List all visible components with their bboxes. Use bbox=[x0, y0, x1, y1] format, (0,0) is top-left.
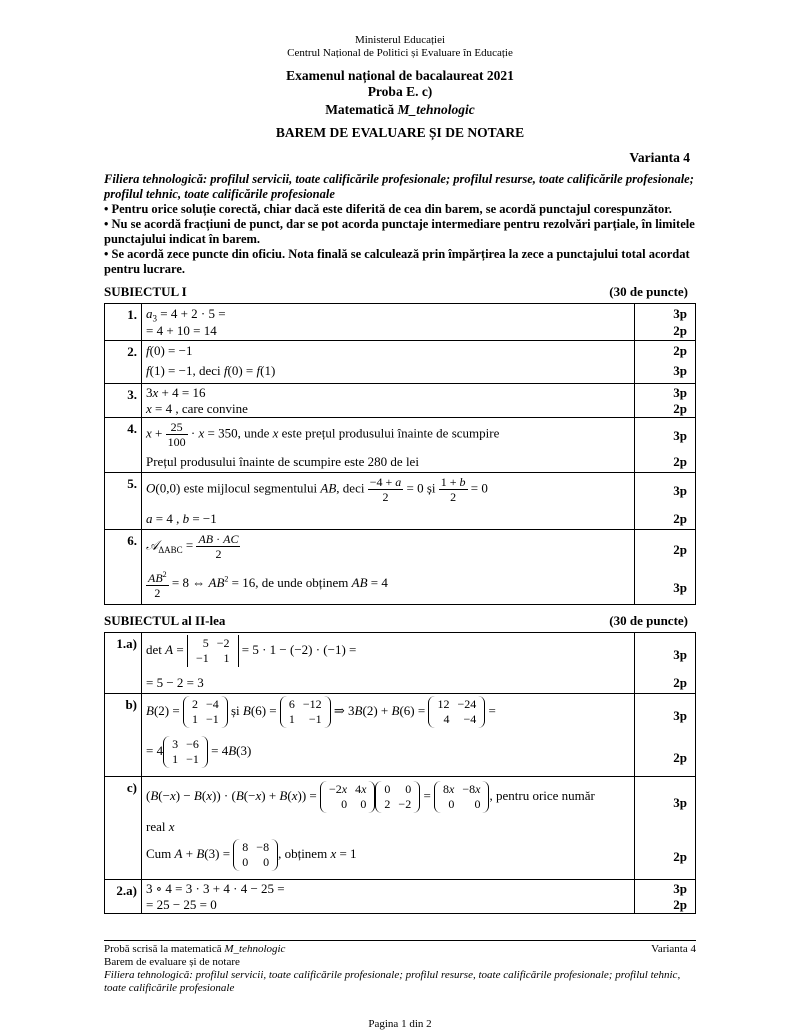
item-number: 6. bbox=[105, 530, 142, 605]
score: 2p bbox=[673, 849, 687, 864]
varianta-label: Varianta 4 bbox=[629, 150, 690, 165]
score: 3p bbox=[673, 795, 687, 810]
item-number: 1.a) bbox=[105, 633, 142, 694]
footer-profile: M_tehnologic bbox=[224, 943, 286, 955]
item-number: 1. bbox=[105, 304, 142, 341]
formula-line: O(0,0) este mijlocul segmentului AB, deci $\frac{-4 + a}{2}$ = 0 și $\frac{1 + b}{2}$ = 0 bbox=[146, 475, 488, 504]
score: 2p bbox=[673, 675, 687, 690]
score: 2p bbox=[673, 511, 687, 526]
page-footer bbox=[104, 940, 696, 995]
score: 3p bbox=[673, 428, 687, 443]
formula-line: = 4 + 10 = 14 bbox=[146, 323, 217, 338]
item-number: c) bbox=[105, 777, 142, 880]
item-number: 3. bbox=[105, 384, 142, 418]
table-row bbox=[105, 304, 696, 341]
score: 3p bbox=[673, 647, 687, 662]
table-row bbox=[105, 777, 696, 880]
formula-line: $a_3 = 4 + 2 \cdot 5$ = bbox=[146, 306, 226, 324]
formula-line: (B(−x) − B(x)) · (B(−x) + B(x)) = −2x 4x 0 0 0 0 2 −2 = 8x −8x 0 0 , pentru orice număr bbox=[146, 782, 595, 811]
table-row bbox=[105, 384, 696, 418]
item-number: b) bbox=[105, 694, 142, 777]
proba-title: Proba E. c) bbox=[367, 84, 433, 99]
table-row bbox=[105, 633, 696, 694]
footer-exam: Probă scrisă la matematică bbox=[104, 943, 225, 955]
score: 3p bbox=[673, 306, 687, 321]
subiect2-points: (30 de puncte) bbox=[609, 613, 688, 628]
item-number: 4. bbox=[105, 418, 142, 473]
score: 2p bbox=[673, 454, 687, 469]
subiect1-title: SUBIECTUL I bbox=[104, 284, 187, 299]
table-row bbox=[105, 341, 696, 384]
subiect2-heading bbox=[104, 613, 688, 629]
score: 2p bbox=[673, 750, 687, 765]
formula-line: f(1) = −1, deci f(0) = f(1) bbox=[146, 363, 276, 378]
formula-line: x + $\frac{25}{100}$ · x = 350, unde x este prețul produsului înainte de scumpire bbox=[146, 420, 500, 449]
formula-line: $\frac{AB^2}{2}$ = 8 ⇔ $AB^2 = 16$, de unde obținem AB = 4 bbox=[148, 570, 388, 600]
subject-profile: M_tehnologic bbox=[397, 102, 475, 117]
formula-line: x = 4 , care convine bbox=[146, 401, 248, 416]
formula-line: Prețul produsului înainte de scumpire este 280 de lei bbox=[146, 454, 419, 469]
table-row bbox=[105, 694, 696, 777]
score: 2p bbox=[673, 542, 687, 557]
formula-line: 3 ∘ 4 = 3 · 3 + 4 · 4 − 25 = bbox=[146, 881, 285, 896]
subiect1-table bbox=[104, 303, 696, 605]
formula-line: = 25 − 25 = 0 bbox=[146, 897, 217, 912]
footer-line-2: Barem de evaluare și de notare bbox=[104, 956, 240, 968]
score: 2p bbox=[673, 401, 687, 416]
score: 3p bbox=[673, 385, 687, 400]
center-line: Centrul Național de Politici și Evaluare în Educație bbox=[287, 47, 513, 59]
score: 3p bbox=[673, 881, 687, 896]
subiect2-table bbox=[104, 632, 696, 914]
score: 3p bbox=[673, 363, 687, 378]
rule-1: • Pentru orice soluție corectă, chiar dacă este diferită de cea din barem, se acordă punctajul corespunzător. bbox=[104, 202, 672, 216]
formula-line: 𝒜$_{\Delta ABC}$ = $\frac{AB \cdot AC}{2}$ bbox=[146, 532, 239, 561]
footer-varianta: Varianta 4 bbox=[651, 943, 696, 955]
formula-line: Cum A + B(3) = 8 −8 0 0 , obținem x = 1 bbox=[146, 840, 357, 869]
formula-line: a = 4 , b = −1 bbox=[146, 511, 217, 526]
subject-title bbox=[0, 102, 800, 118]
barem-title: BAREM DE EVALUARE ȘI DE NOTARE bbox=[275, 125, 525, 140]
score: 3p bbox=[673, 483, 687, 498]
table-row bbox=[105, 418, 696, 473]
page-number: Pagina 1 din 2 bbox=[368, 1018, 432, 1030]
formula-line: 3x + 4 = 16 bbox=[146, 385, 206, 400]
subiect2-title: SUBIECTUL al II-lea bbox=[104, 613, 226, 628]
table-row bbox=[105, 530, 696, 605]
rule-3: • Se acordă zece puncte din oficiu. Nota finală se calculează prin împărțirea la zece a punctajului total acordat pentru lucrare. bbox=[104, 247, 690, 276]
item-number: 2.a) bbox=[105, 880, 142, 914]
footer-line-1 bbox=[104, 943, 696, 956]
subject-prefix: Matematică bbox=[325, 102, 398, 117]
item-number: 5. bbox=[105, 473, 142, 530]
formula-line: = 5 − 2 = 3 bbox=[146, 675, 204, 690]
rule-2: • Nu se acordă fracțiuni de punct, dar se pot acorda punctaje intermediare pentru rezolvări parțiale, în limitele punctajului indicat în barem. bbox=[104, 217, 695, 246]
table-row bbox=[105, 880, 696, 914]
subiect1-points: (30 de puncte) bbox=[609, 284, 688, 299]
formula-line: det A = 5 −2 −1 1 = 5 · 1 − (−2) · (−1) = bbox=[146, 636, 357, 665]
formula-line: B(2) = 2 −4 1 −1 și B(6) = 6 −12 1 −1 ⇒ 3B(2) + B(6) = 12 −24 4 −4 = bbox=[146, 697, 496, 726]
formula-line: f(0) = −1 bbox=[146, 343, 193, 358]
ministry-line: Ministerul Educației bbox=[354, 34, 446, 46]
item-number: 2. bbox=[105, 341, 142, 384]
score: 2p bbox=[673, 323, 687, 338]
table-row bbox=[105, 473, 696, 530]
exam-title: Examenul național de bacalaureat 2021 bbox=[286, 68, 514, 83]
score: 2p bbox=[673, 343, 687, 358]
intro-block bbox=[104, 172, 696, 277]
score: 3p bbox=[673, 708, 687, 723]
formula-line: = 4 3 −6 1 −1 = 4B(3) bbox=[146, 737, 252, 766]
score: 3p bbox=[673, 580, 687, 595]
footer-line-3: Filiera tehnologică: profilul servicii, toate calificările profesionale; profilul resurse, toate calificările profesionale; profilul tehnic, toate calificările profesionale bbox=[104, 969, 681, 994]
score: 2p bbox=[673, 897, 687, 912]
subiect1-heading bbox=[104, 284, 688, 300]
filiera-text: Filiera tehnologică: profilul servicii, toate calificările profesionale; profilul resurse, toate calificările profesionale; profilul tehnic, toate calificările profesionale bbox=[104, 172, 694, 201]
formula-line: real x bbox=[146, 819, 175, 834]
